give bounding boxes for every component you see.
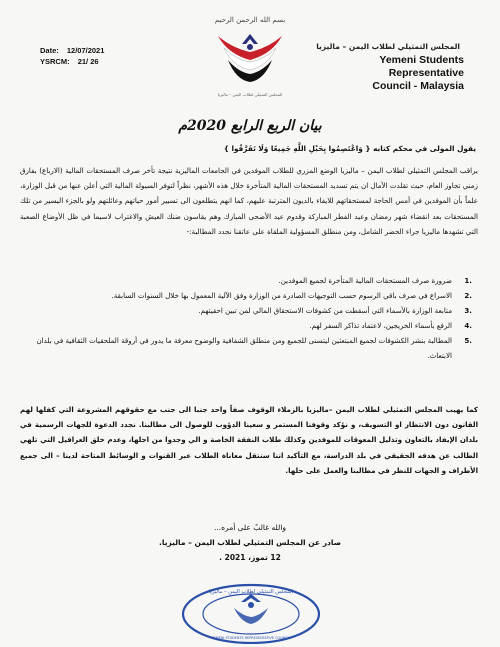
intro-paragraph: يراقب المجلس التمثيلي لطلاب اليمن – ماليزيا الوضع المزري للطلاب الموفدين في الجامعات الماليزية نتيجة تأخر صرف المستحقات المالية (الارباع) بفارق زمني تجاوز العام، حيث تقلدت الآمال ان يتم تسديد المستحقات المالية المتأخرة خلال هذه الأشهر، نظراً لتوفر السيولة المالية التي أعلن عنها من قبل الوزارة، علماً بأن الموفدين في أمس الحاجة لمستحقاتهم للايفاء بالديون المترتبة عليهم، كما انهم يتطلعون الى تسيير أمور حياتهم وعائلتهم ولو بالجزء اليسير من تلك المستحقات بعد انقضاء شهر رمضان وعيد الفطر المباركة وقدوم عيد الأضحى المبارك وهم يقاسون ضنك العيش والاغتراب لاسيما في ظل الأوضاع الصعبة التي تشهدها ماليزيا جراء الحضر الشامل، ومن منطلق المسؤولية الملقاة على عاتقنا نجدد المطالبة:- — [20, 166, 478, 236]
demand-item — [22, 288, 472, 303]
demand-number: .4 — [464, 321, 472, 330]
reference-row — [40, 56, 104, 67]
demand-number: .1 — [464, 276, 472, 285]
demand-item — [22, 273, 472, 288]
demand-item — [22, 333, 472, 363]
demand-item — [22, 303, 472, 318]
signature-date: 12 تموز، 2021 . — [219, 553, 281, 562]
official-seal — [180, 580, 322, 644]
signature-issuer: صادر عن المجلس التمثيلي لطلاب اليمن – ماليزيا. — [159, 538, 341, 547]
reference-value: 21/ 26 — [77, 57, 99, 66]
reference-label: YSRCM: — [40, 57, 70, 66]
logo-caption: المجلس التمثيلي لطلاب اليمن – ماليزيا — [217, 92, 283, 97]
council-logo — [212, 30, 288, 90]
date-value: 12/07/2021 — [66, 46, 105, 55]
council-name-arabic: المجلس التمثيلي لطلاب اليمن – ماليزيا — [316, 42, 460, 51]
council-name-english-line2: Council - Malaysia — [372, 80, 464, 92]
document-meta — [40, 45, 104, 67]
demand-text: الرفع بأسماء الخريجين، لاعتماد تذاكر السفر لهم. — [309, 321, 452, 330]
signature-prayer: والله غالبٌ على أمره... — [213, 523, 287, 532]
statement-title: بيان الربع الرابع 2020م — [178, 118, 322, 134]
date-label: Date: — [40, 46, 59, 55]
demand-text: ضرورة صرف المستحقات المالية المتأخرة لجميع الموفدين. — [278, 276, 452, 285]
demands-list — [22, 273, 472, 363]
quran-quote: يقول المولى في محكم كتابه { وَاعْتَصِمُوا بِحَبْلِ اللَّهِ جَمِيعًا وَلَا تَفَرَّقُوا } — [223, 144, 476, 153]
demand-text: الاسراع في صرف باقي الرسوم حسب التوجيهات الصادرة من الوزارة وفق الآلية المعمول بها خلال السنوات السابقة. — [111, 291, 452, 300]
seal-english-text: YEMENI STUDENTS REPRESENTATIVE COUNCIL — [211, 636, 291, 640]
demand-number: .5 — [464, 336, 472, 345]
bismillah-text: بسم الله الرحمن الرحيم — [214, 16, 286, 24]
date-row — [40, 45, 104, 56]
demand-item — [22, 318, 472, 333]
demand-number: .3 — [464, 306, 472, 315]
signature-block — [140, 520, 360, 565]
demand-number: .2 — [464, 291, 472, 300]
closing-paragraph: كما يهيب المجلس التمثيلي لطلاب اليمن –ماليزيا بالزملاء الوقوف صفاً واحد جنبا الى جنب مع حقوقهم المشروعة التي كفلها لهم القانون دون الانتظار او التسويف، و نؤكد وقوفنا المستمر و سعينا الدؤوب للوصول الى مطالبنا. نجدد الدعوة للجهات الرسمية في بلدان الإيفاد بالتعاون وتذليل المعوقات للموفدين وكذلك طلاب النفقة الخاصة و الي وجدوا من اجلها، وعدم خلق العراقيل التي تلهي الطالب عن هدفه الحقيقي في بلد الدراسة، مع التأكيد اننا سنتقل معاناة الطلاب عبر القنوات و الوسائط المتاحة لدينا – الى جميع الأطراف و الجهات للنظر في مطالبنا والعمل على حلها. — [20, 405, 478, 475]
seal-arabic-text: المجلس التمثيلي لطلاب اليمن – ماليزيا — [208, 589, 294, 595]
demand-text: المطالبة بنشر الكشوفات لجميع المبتعثين ليتسنى للجميع ومن منطلق الشفافية والوضوح معرفة ما يدور في أروقة الملحقيات الثقافية في بلدان الابتعاث. — [36, 336, 452, 360]
council-name-english — [304, 54, 464, 93]
demand-text: متابعة الوزارة بالأسماء التي أسقطت من كشوفات الاستحقاق المالي لمن تبين احقيتهم. — [198, 306, 452, 315]
council-name-english-line1: Yemeni Students Representative — [379, 54, 464, 79]
